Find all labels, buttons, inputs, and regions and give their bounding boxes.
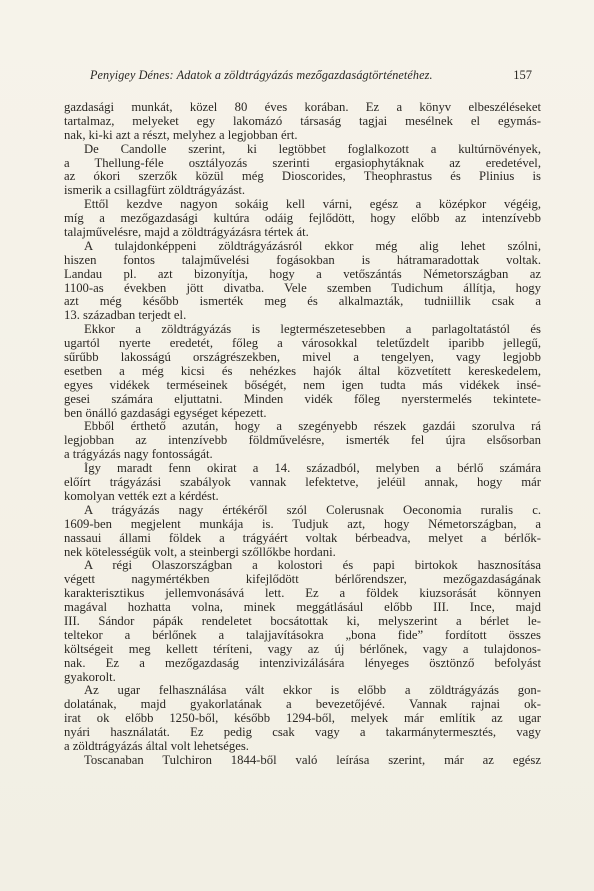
text-line: ugartól nyerte eredetét, főleg a városokkal teletűzdelt iparibb jellegű, bbox=[64, 337, 541, 351]
text-line: nyári használatát. Ez pedig csak vagy a takarmánytermesztés, vagy bbox=[64, 726, 541, 740]
text-line: teltekor a bérlőnek a talajjavításokra „bona fide” fordított összes bbox=[64, 628, 541, 642]
text-line: nassaui állami földek a trágyáért voltak bérbeadva, melyet a bérlők- bbox=[64, 531, 541, 545]
text-line: gesei számára eljuttatni. Minden vidék főleg nyerstermelés tekintete- bbox=[64, 392, 541, 406]
text-line: nak, ki-ki azt a részt, melyhez a legjobban ért. bbox=[64, 128, 298, 142]
text-line: Landau pl. azt bizonyítja, hogy a vetőszántás Németországban az bbox=[64, 267, 541, 281]
text-line: esetben a még kicsi és nehézkes hajók által közvetített kereskedelem, bbox=[64, 364, 541, 378]
text-line: A tulajdonképpeni zöldtrágyázásról ekkor még alig lehet szólni, bbox=[84, 239, 541, 253]
text-line: végett nagymértékben kifejlődött bérlőrendszer, mezőgazdaságának bbox=[64, 573, 541, 587]
text-line: 1100-as években jött divatba. Vele szemben Tudichum állítja, hogy bbox=[64, 281, 541, 295]
text-line: III. Sándor pápák rendeletet bocsátottak ki, melyszerint a bérlet le- bbox=[64, 614, 541, 628]
text-line: a Thellung-féle osztályozás szerinti ergasiophytáknak az eredetével, bbox=[64, 156, 541, 170]
text-line: irat ok előbb 1250-ből, később 1294-ből, melyek már említik az ugar bbox=[64, 712, 541, 726]
text-line: a zöldtrágyázás által volt lehetséges. bbox=[64, 739, 249, 753]
text-line: hiszen fontos talajművelési fogásokban is hátramaradottak voltak. bbox=[64, 253, 541, 267]
text-line: gazdasági munkát, közel 80 éves korában. Ez a könyv elbeszéléseket bbox=[64, 101, 541, 114]
running-head bbox=[90, 68, 530, 86]
text-line: tartalmaz, melyeket egy lakomázó társaság tagjai mesélnek el egymás- bbox=[64, 114, 541, 128]
text-line: 13. században terjedt el. bbox=[64, 309, 187, 323]
text-line: Így maradt fenn okirat a 14. századból, melyben a bérlő számára bbox=[84, 462, 541, 476]
text-line: A régi Olaszországban a kolostori és papi birtokok hasznosítása bbox=[84, 559, 541, 573]
text-line: legjobban az intenzívebb földművelésre, ismerték fel újra elsősorban bbox=[64, 434, 541, 448]
text-line: nak. Ez a mezőgazdaság intenzivizálására lényeges ösztönző befolyást bbox=[64, 656, 541, 670]
text-line: az ókori szerzők közül még Dioscorides, Theophrastus és Plinius is bbox=[64, 170, 541, 184]
text-line: Ekkor a zöldtrágyázás is legtermészetesebben a parlagoltatástól és bbox=[84, 323, 541, 337]
running-head-title: Penyigey Dénes: Adatok a zöldtrágyázás mezőgazdaságtörténetéhez. bbox=[90, 68, 433, 82]
text-line: sűrűbb lakosságú országrészekben, mivel a tengelyen, vagy legjobb bbox=[64, 351, 541, 365]
text-line: költségeit meg kellett téríteni, vagy az új bérlőnek, vagy a tulajdonos- bbox=[64, 642, 541, 656]
text-line: Az ugar felhasználása vált ekkor is előbb a zöldtrágyázás gon- bbox=[84, 684, 541, 698]
body-text bbox=[64, 101, 541, 768]
text-line: gyakorolt. bbox=[64, 670, 116, 684]
text-line: 1609-ben megjelent munkája is. Tudjuk azt, hogy Németországban, a bbox=[64, 517, 541, 531]
text-line: Ettől kezdve nagyon sokáig kell várni, egész a középkor végéig, bbox=[84, 198, 541, 212]
text-line: ben önálló gazdasági egységet képezett. bbox=[64, 406, 267, 420]
text-line: A trágyázás nagy értékéről szól Colerusnak Oeconomia ruralis c. bbox=[84, 503, 541, 517]
text-line: nek kötelességük volt, a steinbergi szőllőkbe hordani. bbox=[64, 545, 336, 559]
text-line: Ebből érthető azután, hogy a szegényebb részek gazdái szorulva rá bbox=[84, 420, 541, 434]
text-line: De Candolle szerint, ki legtöbbet foglalkozott a kultúrnövények, bbox=[84, 142, 541, 156]
text-line: Toscanaban Tulchiron 1844-ből való leírása szerint, már az egész bbox=[84, 753, 541, 767]
text-line: míg a mezőgazdasági kultúra odáig fejlődött, hogy előbb az intenzívebb bbox=[64, 212, 541, 226]
text-line: karakterisztikus jellemvonásává lett. Ez a földek kiuzsorását könnyen bbox=[64, 587, 541, 601]
text-line: komolyan vették ezt a kérdést. bbox=[64, 489, 219, 503]
text-line: azt még később ismerték meg és alkalmazták, tudniillik csak a bbox=[64, 295, 541, 309]
text-line: talajművelésre, majd a zöldtrágyázásra tértek át. bbox=[64, 226, 309, 240]
text-line: egyes vidékek terméseinek bőségét, nem igen tudta más vidékek insé- bbox=[64, 378, 541, 392]
page-number: 157 bbox=[513, 68, 532, 82]
text-line: ismerik a csillagfürt zöldtrágyázást. bbox=[64, 184, 246, 198]
text-line: magával hozhatta volna, minek meggátlásául előbb III. Ince, majd bbox=[64, 601, 541, 615]
text-line: a trágyázás nagy fontosságát. bbox=[64, 448, 213, 462]
text-line: dolatának, majd gyakorlatának a bevezetőjévé. Vannak rajnai ok- bbox=[64, 698, 541, 712]
text-line: előírt trágyázási szabályok vannak lefektetve, jeléül annak, hogy már bbox=[64, 476, 541, 490]
